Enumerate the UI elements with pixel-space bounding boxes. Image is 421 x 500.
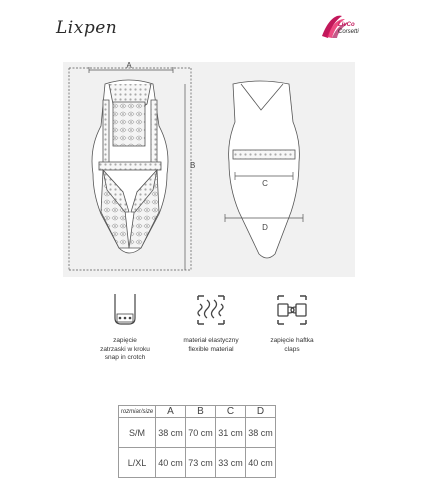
snap-closure-icon	[105, 290, 145, 330]
product-title: Lixpen	[56, 18, 118, 38]
brand-line-2: Corsetti	[338, 29, 359, 35]
size-table-header	[119, 406, 276, 418]
feature-elastic-line-1: materiał elastyczny	[183, 337, 239, 344]
feature-snap	[80, 290, 170, 363]
label-a: A	[126, 62, 132, 70]
bodysuit-diagram	[63, 62, 355, 277]
value-cell: 40 cm	[246, 448, 276, 478]
feature-snap-line-3: snap in crotch	[104, 354, 146, 361]
feature-snap-line-2: zatrzaski w kroku	[100, 345, 150, 353]
table-row	[119, 418, 276, 448]
value-cell: 73 cm	[186, 448, 216, 478]
label-c: C	[262, 179, 268, 188]
size-header-cell: rozmiar/size	[119, 406, 156, 418]
col-header-d: D	[246, 406, 276, 418]
col-header-b: B	[186, 406, 216, 418]
feature-snap-line-1: zapięcie	[113, 337, 137, 344]
value-cell: 31 cm	[216, 418, 246, 448]
label-d: D	[262, 223, 268, 232]
value-cell: 70 cm	[186, 418, 216, 448]
hook-clasp-icon	[272, 290, 312, 330]
brand-line-1: LivCo	[338, 22, 355, 28]
elastic-material-icon	[191, 290, 231, 330]
col-header-c: C	[216, 406, 246, 418]
value-cell: 40 cm	[156, 448, 186, 478]
feature-elastic	[166, 290, 256, 354]
value-cell: 33 cm	[216, 448, 246, 478]
feature-clasp	[247, 290, 337, 354]
table-row	[119, 448, 276, 478]
feature-clasp-line-1: zapięcie haftka	[270, 337, 314, 344]
label-b: B	[190, 161, 196, 170]
size-table	[118, 405, 276, 478]
size-cell: L/XL	[119, 448, 156, 478]
value-cell: 38 cm	[156, 418, 186, 448]
col-header-a: A	[156, 406, 186, 418]
feature-clasp-line-2: claps	[284, 345, 300, 353]
value-cell: 38 cm	[246, 418, 276, 448]
measurement-diagram	[63, 62, 355, 277]
feature-elastic-line-2: flexible material	[188, 345, 234, 353]
brand-logo-text	[338, 22, 359, 36]
front-view	[92, 80, 168, 253]
size-cell: S/M	[119, 418, 156, 448]
